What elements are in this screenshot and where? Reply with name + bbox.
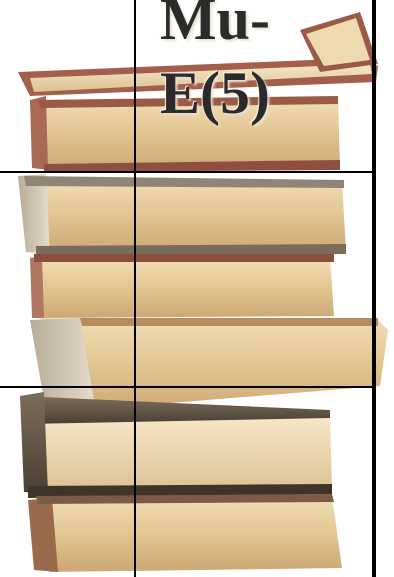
- grid-line-horizontal-1: [0, 171, 376, 173]
- book-4: [30, 254, 334, 318]
- book-3: [18, 174, 346, 256]
- cell-label-line-2: E(5): [160, 60, 270, 126]
- book-7: [28, 494, 342, 572]
- grid-line-vertical-1: [134, 0, 136, 577]
- grid-line-horizontal-2: [0, 386, 376, 388]
- book-5: [30, 318, 388, 412]
- cell-label-line-1: Mu-: [160, 0, 270, 52]
- cell-label: [140, 0, 290, 130]
- grid-line-vertical-2: [372, 0, 376, 577]
- book-6: [20, 392, 332, 498]
